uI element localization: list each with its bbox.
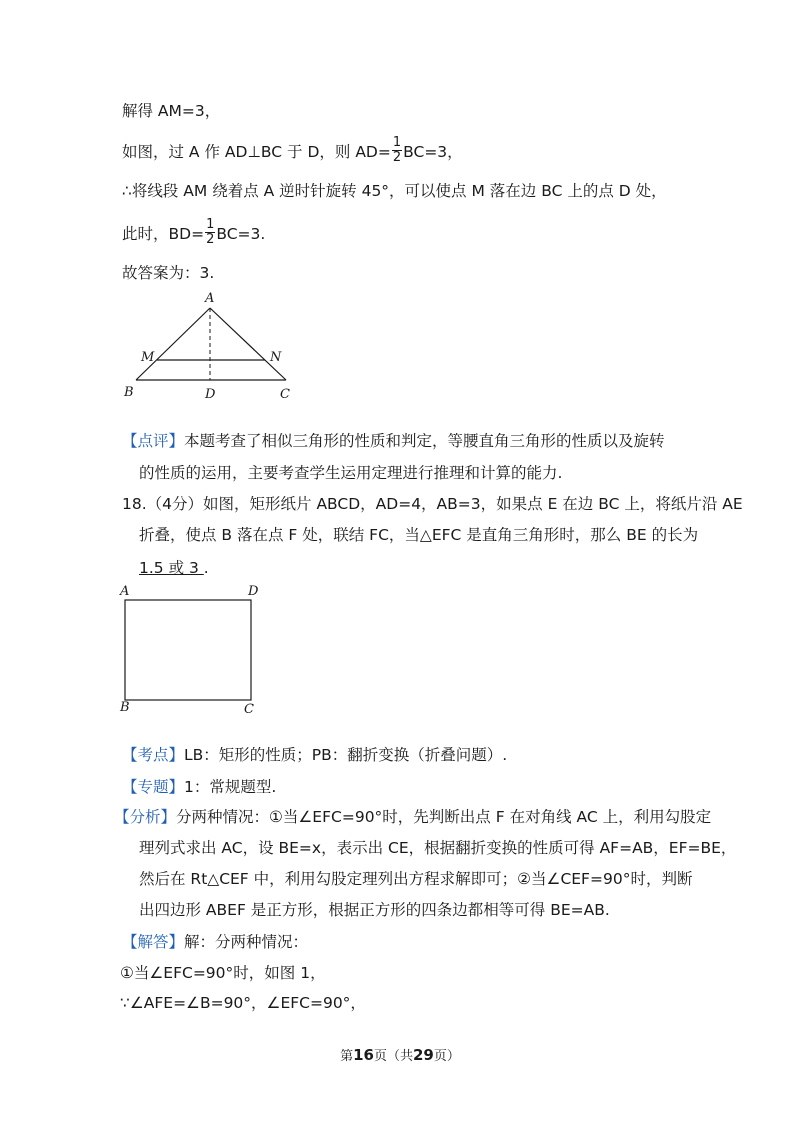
question-18-line-3: [139, 557, 209, 579]
text-line-5: 故答案为：3.: [122, 264, 215, 282]
text-line-4-b: BC=3.: [216, 225, 266, 243]
solution-tag: 【解答】: [122, 933, 185, 951]
kaodian-line: [122, 744, 507, 766]
text-line-3: ∴将线段 AM 绕着点 A 逆时针旋转 45°，可以使点 M 落在边 BC 上的点 D 处，: [122, 182, 667, 200]
label-a: A: [120, 584, 130, 599]
text-line-1: 解得 AM=3，: [122, 102, 221, 120]
triangle-figure: [120, 290, 320, 400]
analysis-line-3: 然后在 Rt△CEF 中，利用勾股定理列出方程求解即可；②当∠CEF=90°时，判断: [139, 870, 693, 888]
label-m: M: [141, 350, 155, 365]
rectangle-abcd: [125, 600, 251, 700]
review-text-1: 本题考查了相似三角形的性质和判定，等腰直角三角形的性质以及旋转: [184, 432, 665, 450]
page-footer: [0, 1046, 800, 1066]
question-18-line-1: 18.（4分）如图，矩形纸片 ABCD，AD=4，AB=3，如果点 E 在边 BC 上，将纸片沿 AE: [122, 495, 743, 513]
question-18-line-2: 折叠，使点 B 落在点 F 处，联结 FC，当△EFC 是直角三角形时，那么 BE 的长为: [139, 526, 699, 544]
solution-line-2: ∵∠AFE=∠B=90°，∠EFC=90°，: [120, 994, 366, 1012]
side-ac: [210, 308, 286, 380]
question-18-answer: 1.5 或 3: [139, 559, 204, 577]
text-line-4: [122, 217, 266, 249]
analysis-line-4: 出四边形 ABEF 是正方形，根据正方形的四条边都相等可得 BE=AB.: [139, 901, 610, 919]
analysis-text-1: 分两种情况：①当∠EFC=90°时，先判断出点 F 在对角线 AC 上，利用勾股定: [176, 808, 712, 826]
analysis-line-1: [114, 806, 711, 828]
zhuanti-line: [122, 776, 276, 798]
label-b: B: [124, 385, 134, 400]
text-line-2-a: 如图，过 A 作 AD⊥BC 于 D，则 AD=: [122, 143, 391, 161]
label-d: D: [248, 584, 259, 599]
kaodian-text: LB：矩形的性质；PB：翻折变换（折叠问题）.: [184, 746, 508, 764]
text-line-2: [122, 135, 463, 167]
zhuanti-text: 1：常规题型.: [184, 778, 277, 796]
analysis-tag: 【分析】: [114, 808, 177, 826]
question-18-end: .: [203, 559, 209, 577]
solution-line-1: ①当∠EFC=90°时，如图 1，: [120, 964, 326, 982]
footer-pre: 第: [340, 1049, 354, 1064]
review-line-1: [122, 430, 665, 452]
label-c: C: [244, 702, 254, 717]
review-tag: 【点评】: [122, 432, 185, 450]
solution-text: 解：分两种情况：: [184, 933, 309, 951]
fraction-denominator: 2: [392, 150, 402, 165]
fraction-denominator: 2: [206, 232, 215, 247]
footer-post: 页）: [433, 1049, 460, 1064]
fraction-half: [392, 136, 402, 165]
kaodian-tag: 【考点】: [122, 746, 185, 764]
fraction-half-2: [205, 218, 215, 247]
text-line-4-a: 此时，BD=: [122, 225, 205, 243]
label-c: C: [280, 387, 290, 400]
footer-page-number: 16: [353, 1046, 374, 1064]
footer-total-pages: 29: [413, 1046, 434, 1064]
solution-line: [122, 931, 308, 953]
rectangle-figure: [116, 580, 276, 720]
label-d: D: [205, 387, 216, 400]
analysis-line-2: 理列式求出 AC，设 BE=x，表示出 CE，根据翻折变换的性质可得 AF=AB，EF=BE，: [139, 839, 737, 857]
fraction-numerator: 1: [392, 135, 402, 150]
side-ab: [136, 308, 210, 380]
text-line-2-b: BC=3，: [403, 143, 463, 161]
label-b: B: [120, 700, 130, 715]
footer-mid: 页（共: [373, 1049, 413, 1064]
label-n: N: [270, 350, 282, 365]
zhuanti-tag: 【专题】: [122, 778, 185, 796]
label-a: A: [205, 291, 215, 306]
fraction-numerator: 1: [206, 217, 215, 232]
review-line-2: 的性质的运用，主要考查学生运用定理进行推理和计算的能力.: [139, 464, 563, 482]
